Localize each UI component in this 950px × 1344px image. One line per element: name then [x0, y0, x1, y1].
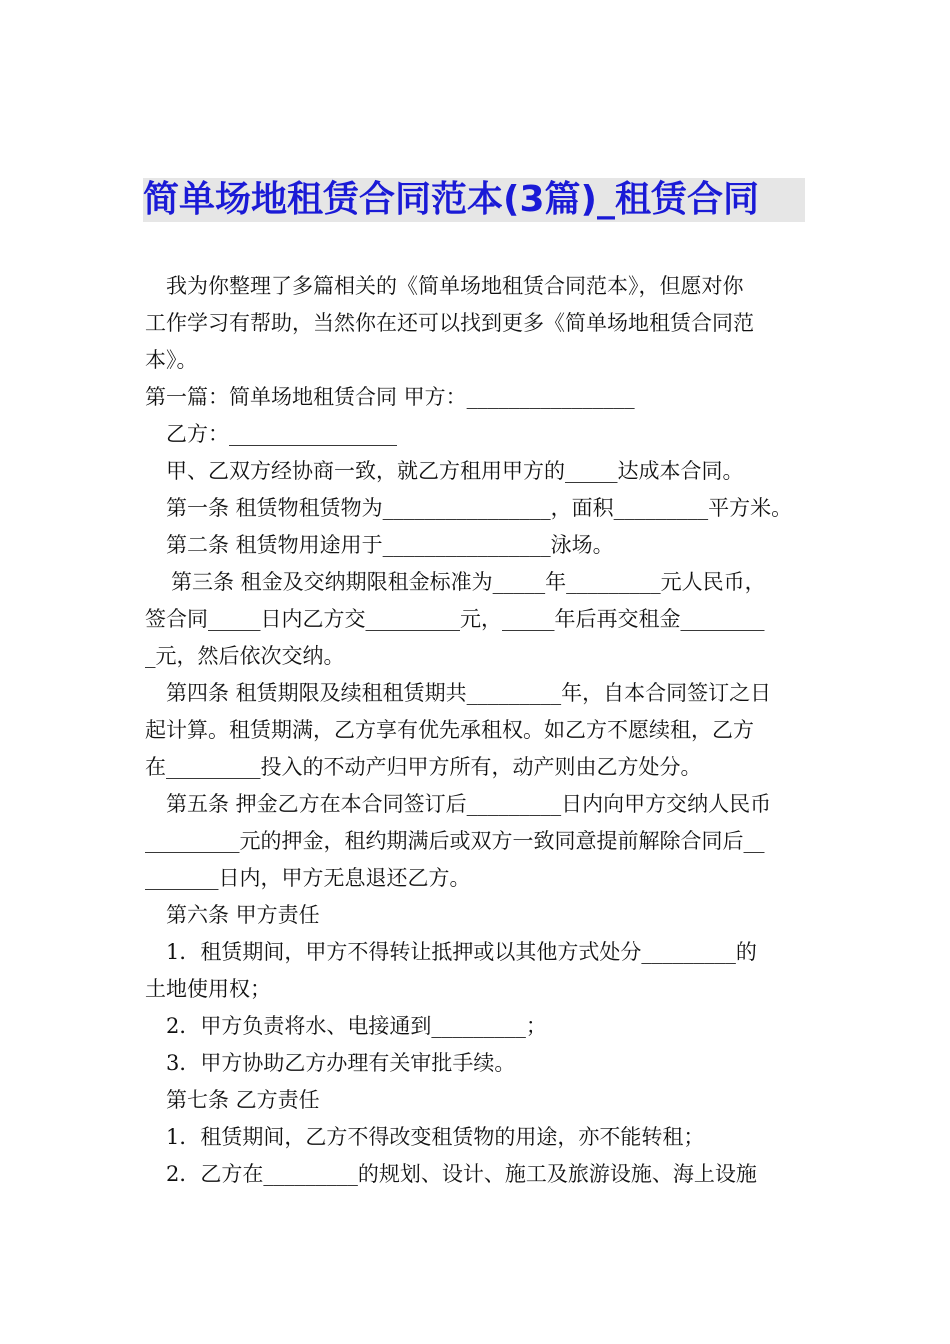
- paragraph-line: 1．租赁期间，乙方不得改变租赁物的用途，亦不能转租；: [166, 1125, 705, 1149]
- paragraph-line: _______日内，甲方无息退还乙方。: [145, 866, 471, 890]
- paragraph-line: 乙方：________________: [166, 422, 397, 446]
- paragraph-line: 本》。: [145, 348, 198, 372]
- paragraph-line: 2．乙方在_________的规划、设计、施工及旅游设施、海上设施: [166, 1162, 757, 1186]
- paragraph-line: 起计算。租赁期满，乙方享有优先承租权。如乙方不愿续租，乙方: [145, 718, 754, 742]
- paragraph-line: 第一条 租赁物租赁物为________________，面积_________平方米。: [166, 496, 793, 520]
- paragraph-line: 签合同_____日内乙方交_________元，_____年后再交租金________: [145, 607, 765, 631]
- paragraph-line: 甲、乙双方经协商一致，就乙方租用甲方的_____达成本合同。: [166, 459, 744, 483]
- document-body: [145, 268, 810, 1193]
- paragraph-line: 土地使用权；: [145, 977, 271, 1001]
- paragraph-line: 第三条 租金及交纳期限租金标准为_____年_________元人民币，: [171, 570, 766, 594]
- document-title: 简单场地租赁合同范本(3篇)_租赁合同: [143, 178, 805, 222]
- paragraph-line: 第二条 租赁物用途用于________________泳场。: [166, 533, 614, 557]
- paragraph-line: 我为你整理了多篇相关的《简单场地租赁合同范本》，但愿对你: [166, 274, 744, 298]
- paragraph-line: _元，然后依次交纳。: [145, 644, 345, 668]
- paragraph-line: 工作学习有帮助，当然你在还可以找到更多《简单场地租赁合同范: [145, 311, 754, 335]
- paragraph-line: _________元的押金，租约期满后或双方一致同意提前解除合同后__: [145, 829, 765, 853]
- paragraph-line: 第一篇：简单场地租赁合同 甲方：________________: [145, 385, 635, 409]
- paragraph-line: 第五条 押金乙方在本合同签订后_________日内向甲方交纳人民币: [166, 792, 772, 816]
- paragraph-line: 3．甲方协助乙方办理有关审批手续。: [166, 1051, 516, 1075]
- paragraph-line: 第四条 租赁期限及续租租赁期共_________年，自本合同签订之日: [166, 681, 772, 705]
- paragraph-line: 第六条 甲方责任: [166, 903, 320, 927]
- paragraph-line: 在_________投入的不动产归甲方所有，动产则由乙方处分。: [145, 755, 702, 779]
- paragraph-line: 2．甲方负责将水、电接通到_________；: [166, 1014, 547, 1038]
- paragraph-line: 1．租赁期间，甲方不得转让抵押或以其他方式处分_________的: [166, 940, 757, 964]
- paragraph-line: 第七条 乙方责任: [166, 1088, 320, 1112]
